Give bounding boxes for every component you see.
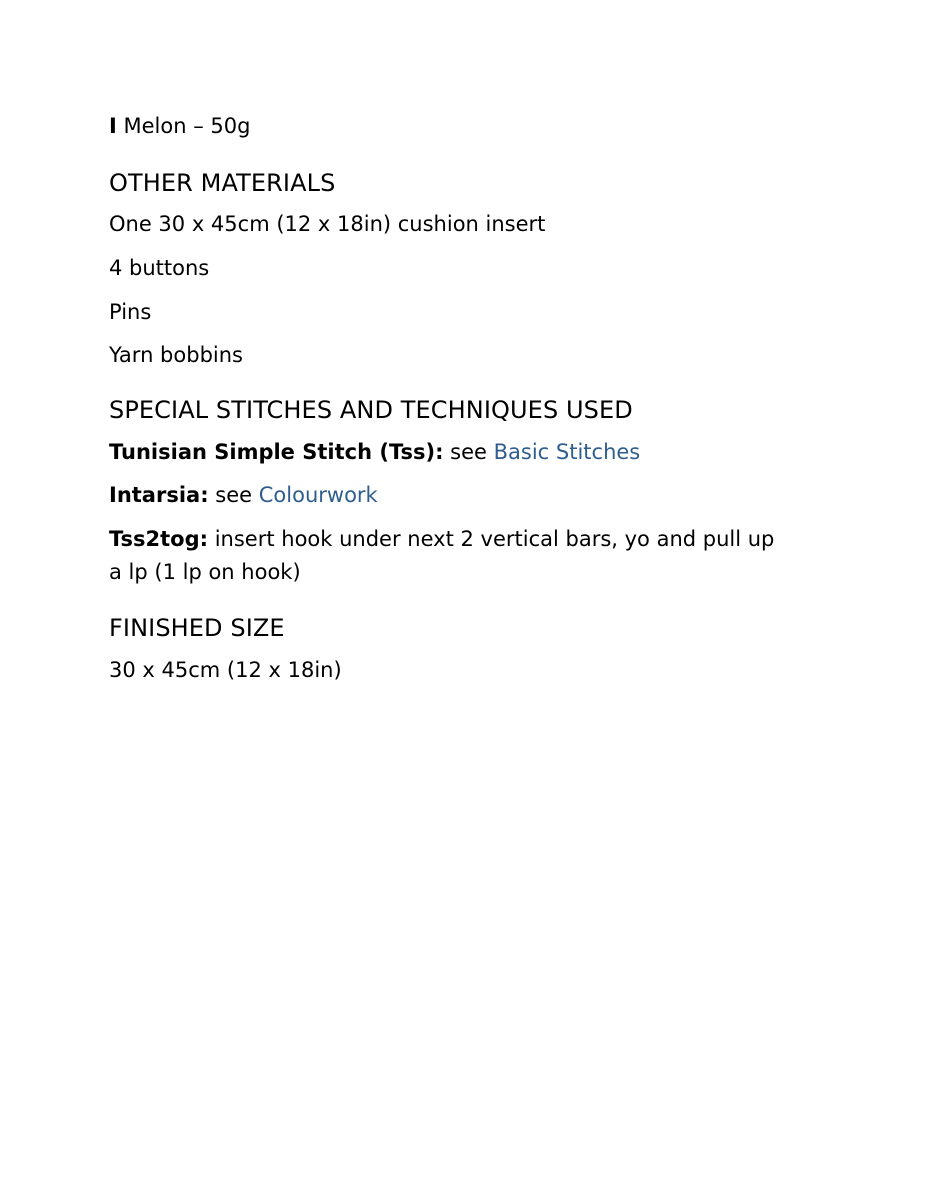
tss2tog-definition (109, 523, 774, 556)
basic-stitches-link[interactable]: Basic Stitches (493, 440, 641, 464)
tss-see-text: see (443, 440, 494, 464)
material-item: Pins (109, 300, 152, 324)
material-item: Yarn bobbins (109, 343, 243, 367)
tss2tog-description-continued: a lp (1 lp on hook) (109, 560, 301, 584)
special-stitches-heading: SPECIAL STITCHES AND TECHNIQUES USED (109, 396, 633, 424)
intarsia-term: Intarsia: (109, 483, 209, 507)
yarn-label: Melon – 50g (116, 114, 251, 138)
material-item: 4 buttons (109, 256, 210, 280)
yarn-letter: I (109, 114, 117, 138)
finished-size-value: 30 x 45cm (12 x 18in) (109, 658, 342, 682)
tss2tog-term: Tss2tog: (109, 527, 209, 551)
other-materials-heading: OTHER MATERIALS (109, 169, 336, 197)
finished-size-heading: FINISHED SIZE (109, 614, 285, 642)
colourwork-link[interactable]: Colourwork (258, 483, 378, 507)
intarsia-definition (109, 479, 378, 512)
tss2tog-description: insert hook under next 2 vertical bars, yo and pull up (208, 527, 775, 551)
yarn-line (109, 110, 250, 143)
intarsia-see-text: see (208, 483, 259, 507)
tss-definition (109, 436, 640, 469)
tss-term: Tunisian Simple Stitch (Tss): (109, 440, 444, 464)
material-item: One 30 x 45cm (12 x 18in) cushion insert (109, 212, 546, 236)
